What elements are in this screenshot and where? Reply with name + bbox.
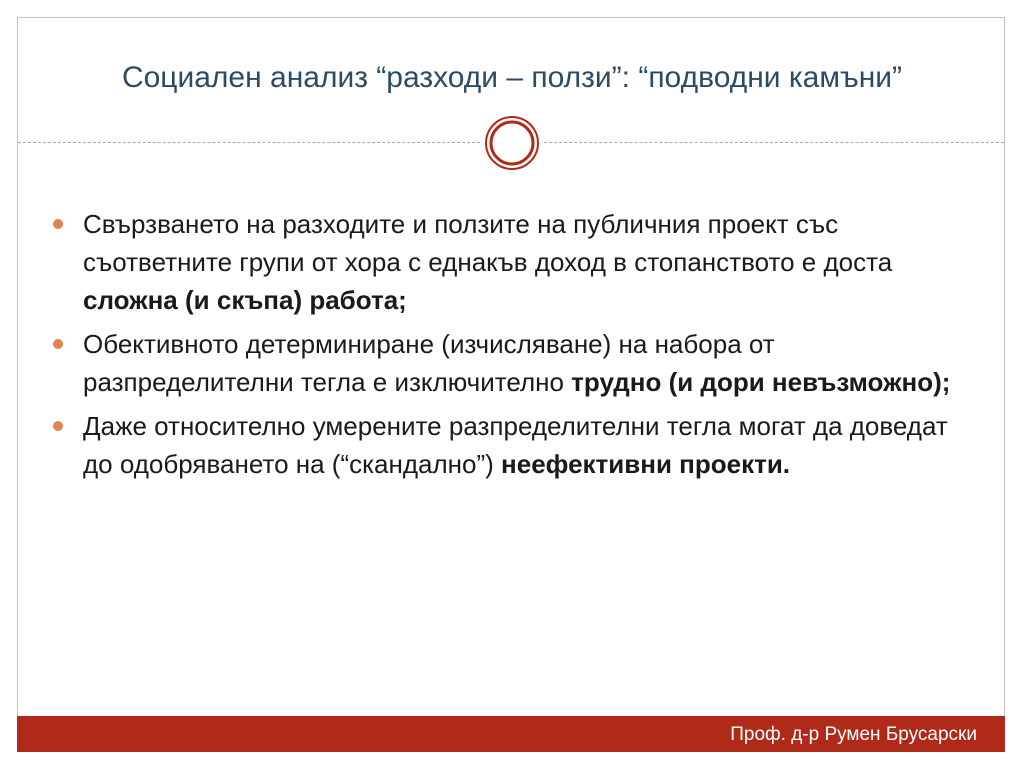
bullet-bold-text: трудно (и дори невъзможно); — [571, 367, 951, 397]
bullet-bold-text: неефективни проекти. — [501, 449, 791, 479]
bullet-icon — [53, 219, 63, 229]
bullet-text: Даже относително умерените разпределителни тегла могат да доведат до одобряването на (“скандално”) — [83, 411, 948, 479]
list-item — [50, 205, 980, 319]
footer-bar — [17, 716, 1005, 752]
slide-title: Социален анализ “разходи – ползи”: “подводни камъни” — [121, 61, 903, 94]
bullet-text: Свързването на разходите и ползите на публичния проект със съответните групи от хора с еднакъв доход в стопанството е доста — [83, 209, 893, 277]
bullet-text: Обективното детерминиране (изчисляване) на набора от разпределителни тегла е изключително — [83, 329, 775, 397]
divider-left — [18, 142, 480, 143]
bullet-icon — [53, 339, 63, 349]
list-item — [50, 325, 980, 401]
footer-author: Проф. д-р Румен Брусарски — [730, 724, 977, 745]
bullet-list — [50, 205, 980, 489]
bullet-icon — [53, 421, 63, 431]
circle-ornament-icon — [484, 115, 540, 171]
list-item — [50, 407, 980, 483]
divider-right — [544, 142, 1004, 143]
bullet-bold-text: сложна (и скъпа) работа; — [83, 285, 407, 315]
